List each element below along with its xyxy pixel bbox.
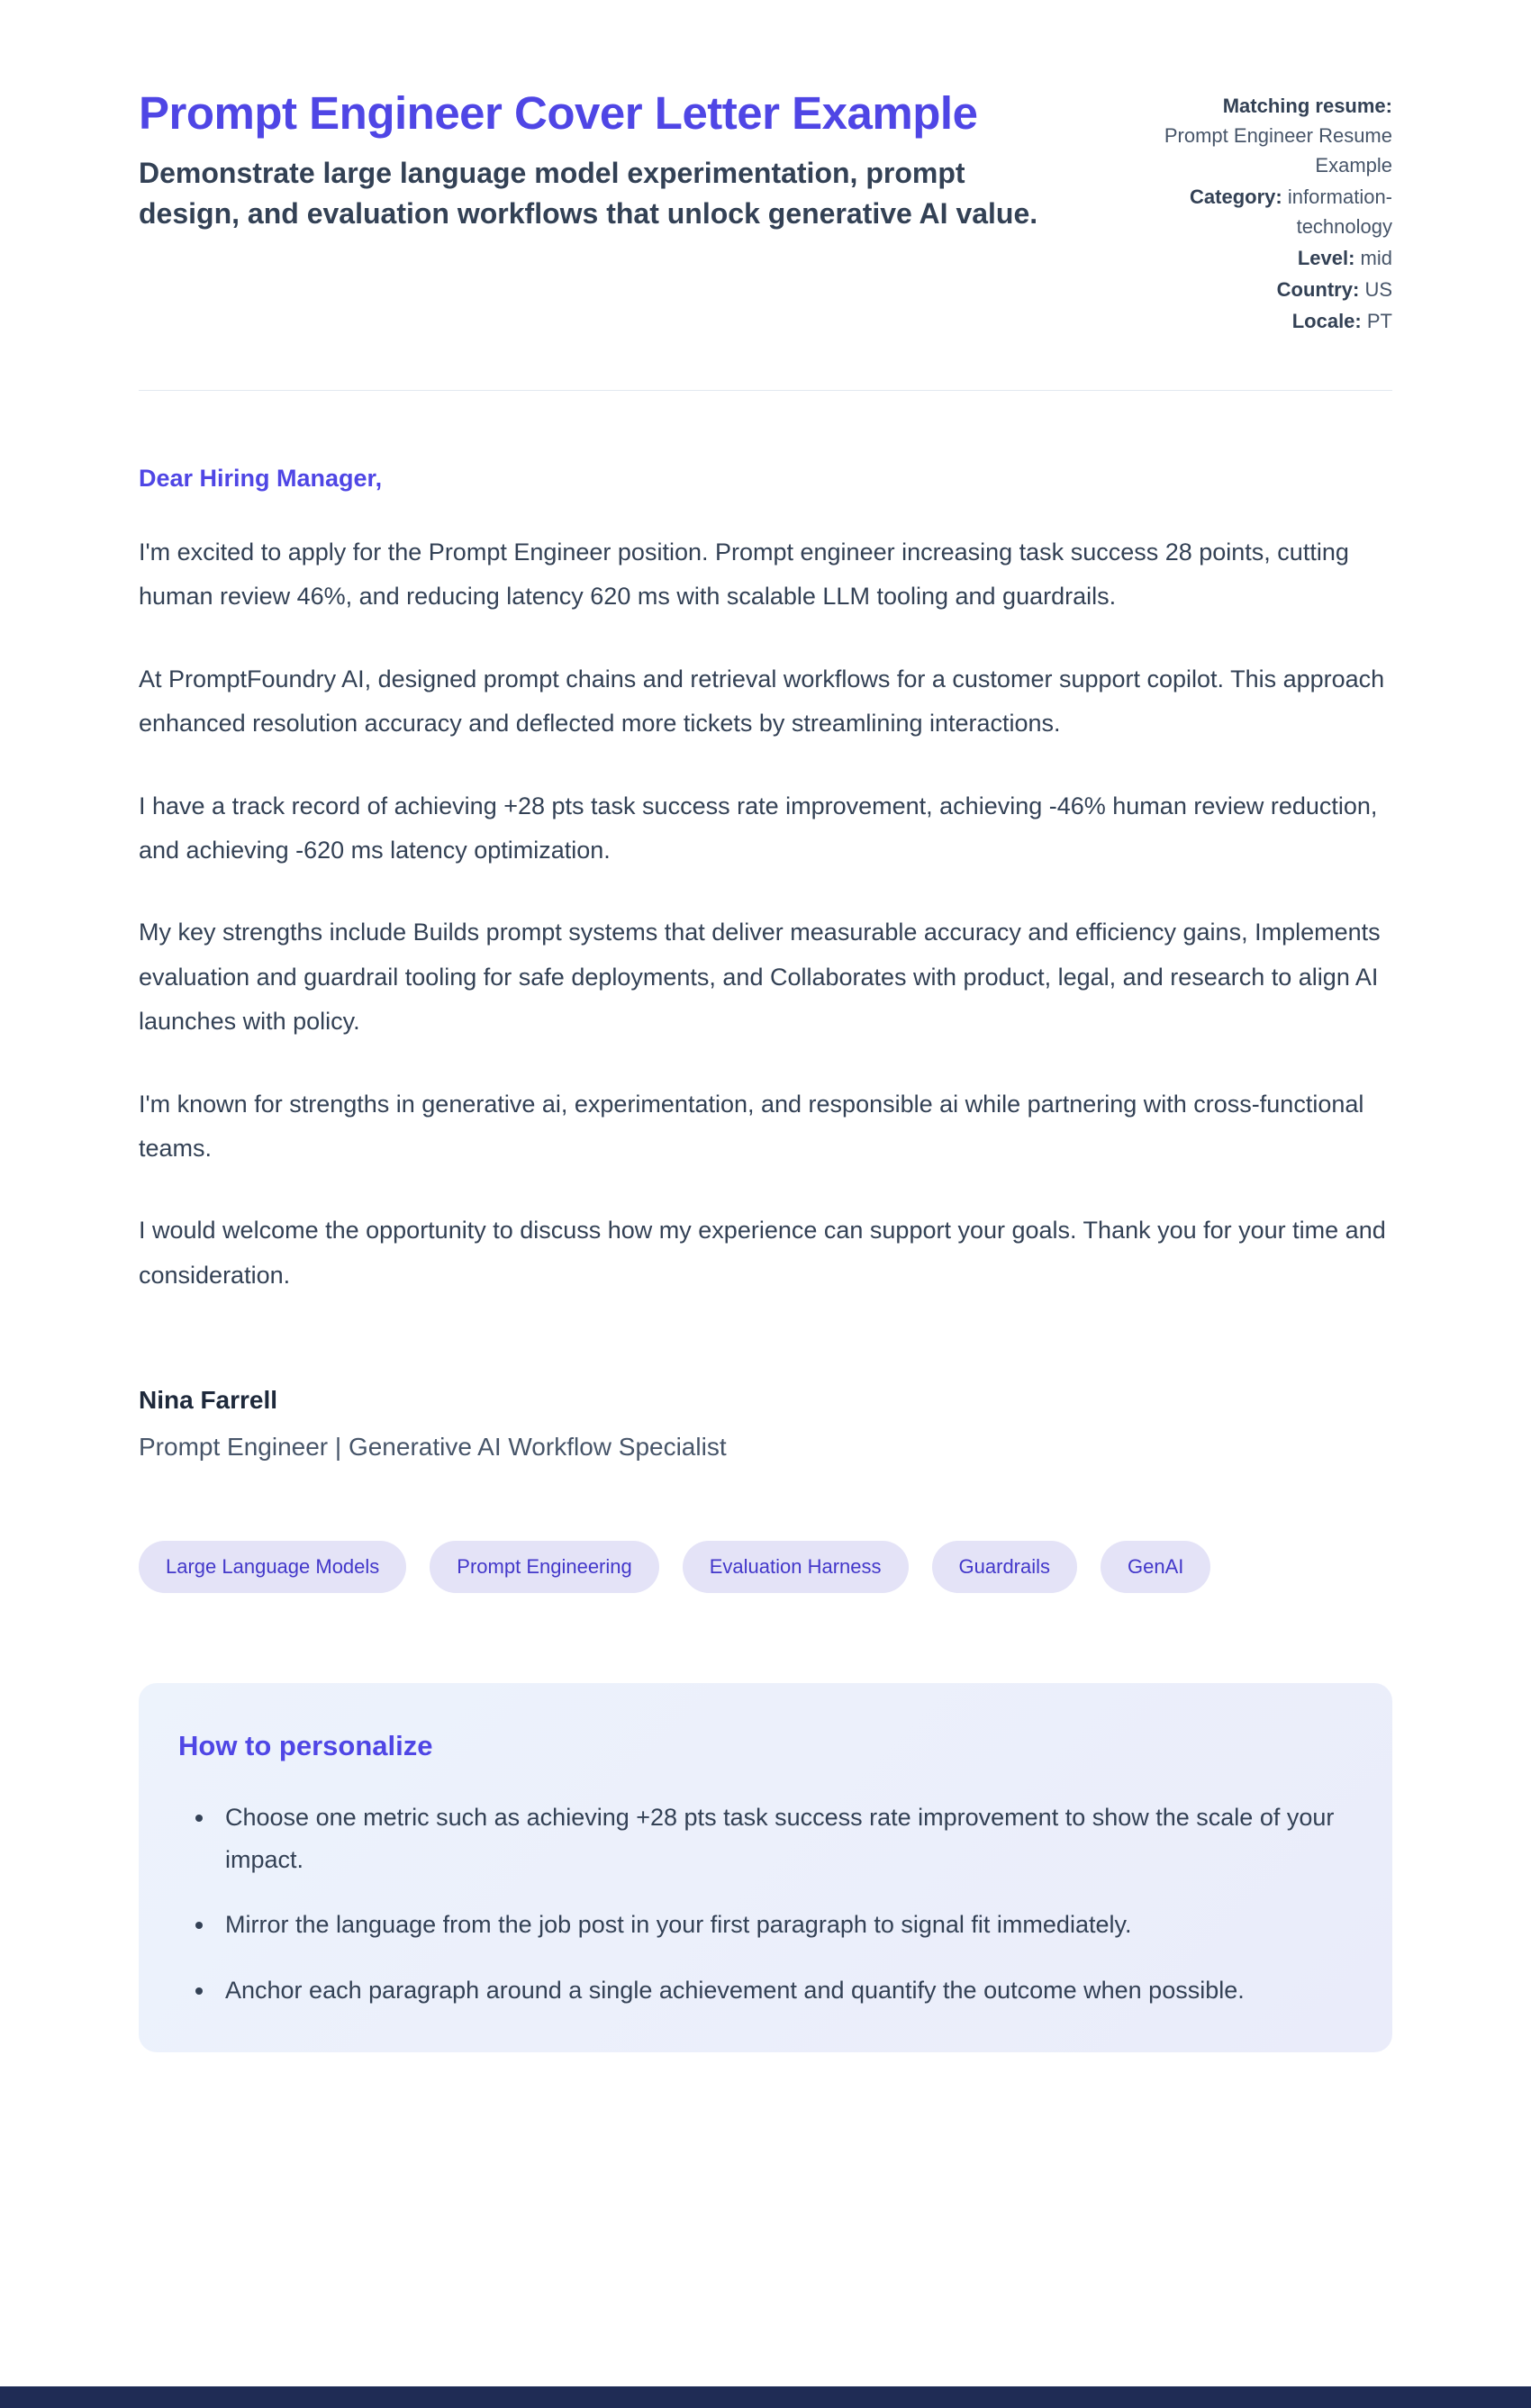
header-divider bbox=[139, 390, 1392, 391]
meta-row-locale bbox=[1160, 306, 1392, 336]
letter-paragraph: I'm known for strengths in generative ai, experimentation, and responsible ai while partnering with cross-functional teams. bbox=[139, 1090, 1364, 1163]
signature-name: Nina Farrell bbox=[139, 1386, 278, 1415]
letter-paragraph: I'm excited to apply for the Prompt Engineer position. Prompt engineer increasing task success 28 points, cutting human review 46%, and reducing latency 620 ms with scalable LLM tooling and guardrails. bbox=[139, 539, 1349, 611]
meta-value: mid bbox=[1360, 247, 1392, 269]
tag-pill[interactable]: Large Language Models bbox=[139, 1541, 406, 1593]
meta-panel bbox=[1160, 86, 1392, 338]
meta-row-matching-resume bbox=[1160, 91, 1392, 180]
meta-label: Country: bbox=[1276, 278, 1360, 301]
header bbox=[139, 86, 1392, 338]
letter-paragraph: I have a track record of achieving +28 pts task success rate improvement, achieving -46% human review reduction, and achieving -620 ms latency optimization. bbox=[139, 792, 1378, 865]
tag-pill[interactable]: Evaluation Harness bbox=[683, 1541, 909, 1593]
cover-letter-body bbox=[139, 465, 1392, 1462]
tag-pill[interactable]: Prompt Engineering bbox=[430, 1541, 658, 1593]
meta-label: Matching resume: bbox=[1222, 95, 1392, 117]
meta-label: Category: bbox=[1190, 186, 1282, 208]
personalize-tip: • Choose one metric such as achieving +28 pts task success rate improvement to show the scale of your impact. bbox=[216, 1797, 1338, 1880]
meta-value: US bbox=[1364, 278, 1392, 301]
personalize-tip-list bbox=[178, 1797, 1338, 2011]
meta-row-country bbox=[1160, 275, 1392, 304]
page-title: Prompt Engineer Cover Letter Example bbox=[139, 87, 978, 139]
header-left bbox=[139, 86, 1048, 234]
meta-value: PT bbox=[1366, 310, 1392, 332]
page-subtitle: Demonstrate large language model experimentation, prompt design, and evaluation workflows that unlock generative AI value. bbox=[139, 157, 1038, 230]
tag-pill[interactable]: Guardrails bbox=[932, 1541, 1077, 1593]
footer-bar bbox=[0, 2386, 1531, 2408]
meta-row-level bbox=[1160, 243, 1392, 273]
personalize-box bbox=[139, 1683, 1392, 2052]
personalize-heading: How to personalize bbox=[178, 1730, 433, 1762]
meta-label: Level: bbox=[1297, 247, 1355, 269]
tag-list bbox=[139, 1541, 1392, 1593]
meta-row-category bbox=[1160, 182, 1392, 241]
personalize-tip: • Mirror the language from the job post in your first paragraph to signal fit immediately. bbox=[216, 1904, 1338, 1945]
tag-pill[interactable]: GenAI bbox=[1101, 1541, 1210, 1593]
meta-value: Prompt Engineer Resume Example bbox=[1164, 124, 1392, 177]
letter-paragraph: I would welcome the opportunity to discuss how my experience can support your goals. Thank you for your time and consideration. bbox=[139, 1217, 1386, 1289]
personalize-tip: • Anchor each paragraph around a single achievement and quantify the outcome when possible. bbox=[216, 1969, 1338, 2011]
meta-value: information-technology bbox=[1287, 186, 1392, 238]
signature-role: Prompt Engineer | Generative AI Workflow Specialist bbox=[139, 1433, 727, 1462]
salutation: Dear Hiring Manager, bbox=[139, 465, 383, 492]
letter-paragraph: My key strengths include Builds prompt systems that deliver measurable accuracy and efficiency gains, Implements evaluation and guardrail tooling for safe deployments, and Collaborates with product, legal, and research to align AI launches with policy. bbox=[139, 919, 1381, 1036]
letter-paragraph: At PromptFoundry AI, designed prompt chains and retrieval workflows for a customer support copilot. This approach enhanced resolution accuracy and deflected more tickets by streamlining interactions. bbox=[139, 665, 1385, 738]
meta-label: Locale: bbox=[1291, 310, 1362, 332]
content-container bbox=[139, 0, 1392, 2115]
